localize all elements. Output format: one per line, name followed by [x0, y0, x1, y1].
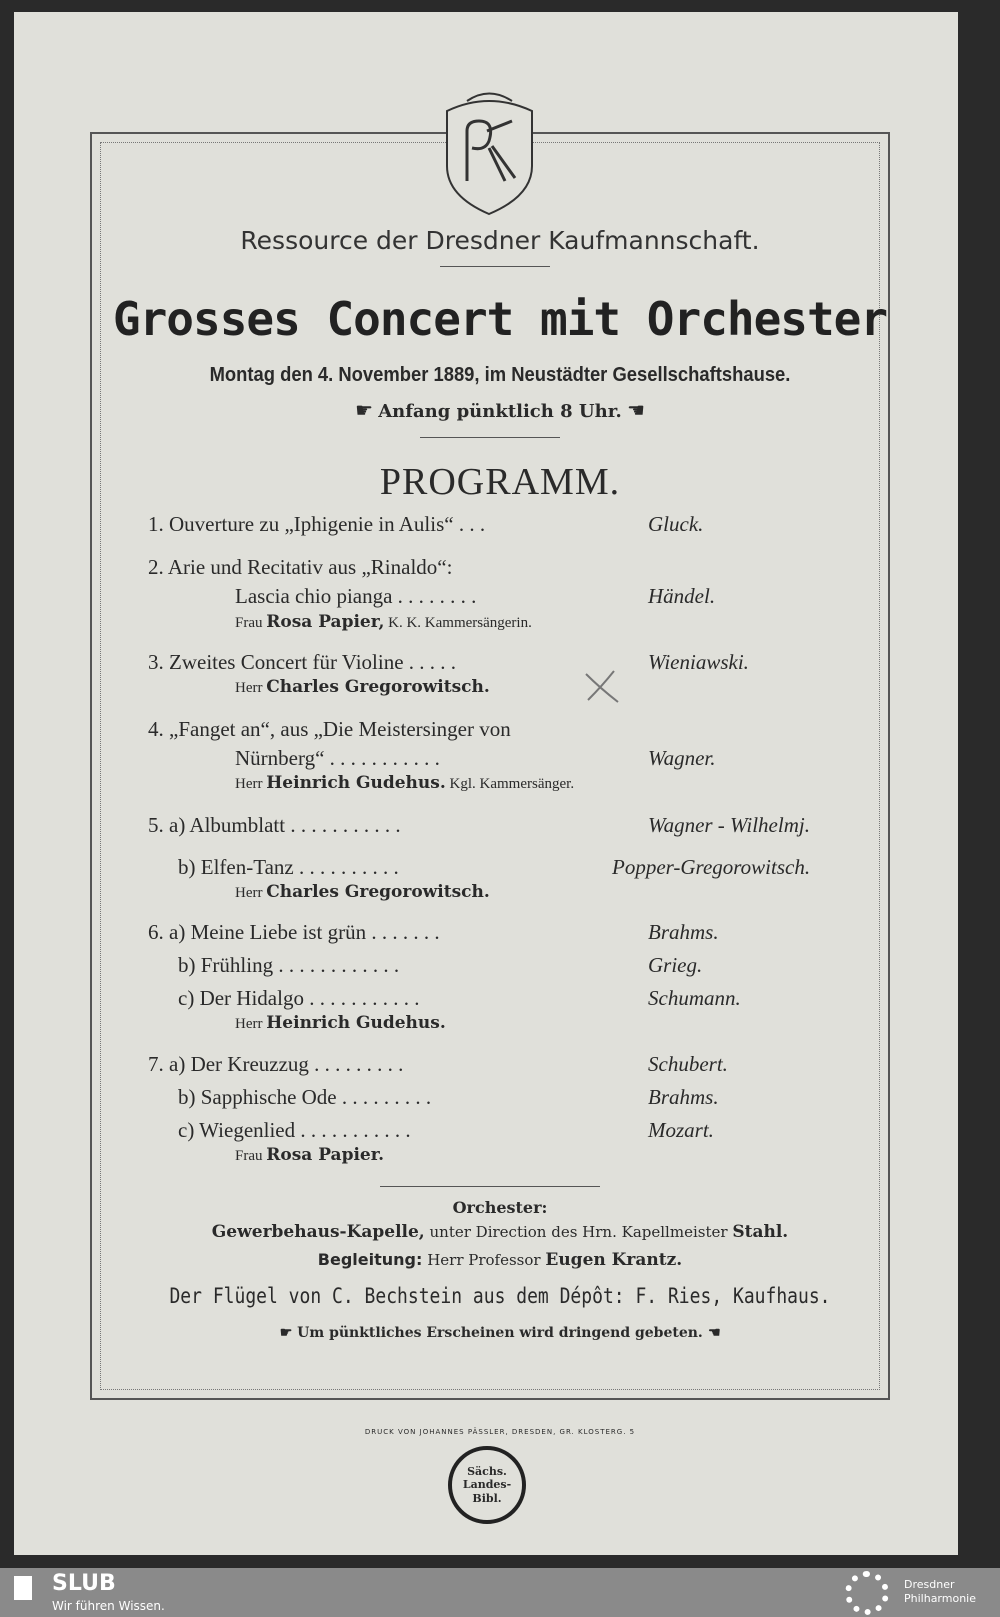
divider	[380, 1186, 600, 1187]
slub-name[interactable]: SLUB	[52, 1571, 116, 1596]
composer: Brahms.	[648, 920, 719, 944]
pointing-hand-icon: ☛	[355, 398, 374, 422]
orchestra-line: Gewerbehaus-Kapelle, unter Direction des Hrn. Kapellmeister Stahl.	[211, 1222, 789, 1242]
society-name: Ressource der Dresdner Kaufmannschaft.	[240, 226, 760, 255]
divider	[420, 437, 560, 438]
request-line: ☛ Um pünktliches Erscheinen wird dringend gebeten. ☛	[279, 1325, 721, 1341]
program-item: Lascia chio pianga . . . . . . . .	[235, 584, 477, 608]
start-time: Anfang pünktlich 8 Uhr.	[378, 401, 622, 422]
date-line: Montag den 4. November 1889, im Neustädter Gesellschaftshause.	[209, 364, 791, 386]
program-item: 3. Zweites Concert für Violine . . . . .	[148, 650, 457, 674]
performer: Herr Heinrich Gudehus.	[235, 1013, 446, 1033]
program-item: b) Sapphische Ode . . . . . . . . .	[178, 1085, 432, 1109]
program-item: b) Frühling . . . . . . . . . . . .	[178, 953, 400, 977]
performer: Herr Charles Gregorowitsch.	[235, 882, 490, 902]
program-item: 5. a) Albumblatt . . . . . . . . . . .	[148, 813, 401, 837]
program-item: 2. Arie und Recitativ aus „Rinaldo“:	[148, 555, 453, 579]
composer: Wagner.	[648, 746, 716, 770]
program-item: 6. a) Meine Liebe ist grün . . . . . . .	[148, 920, 440, 944]
slub-logo-icon	[14, 1576, 32, 1600]
program-item: 1. Ouverture zu „Iphigenie in Aulis“ . . .	[148, 512, 486, 536]
pointing-hand-icon: ☛	[279, 1325, 293, 1341]
pointing-hand-icon: ☛	[707, 1325, 721, 1341]
composer: Gluck.	[648, 512, 704, 536]
performer: Frau Rosa Papier.	[235, 1145, 385, 1165]
philharmonie-logo-icon	[845, 1571, 889, 1615]
start-line	[0, 398, 1000, 422]
crest-logo	[437, 86, 542, 216]
performer: Herr Charles Gregorowitsch.	[235, 677, 490, 697]
library-stamp: Sächs. Landes-Bibl.	[448, 1446, 526, 1524]
composer: Händel.	[648, 584, 716, 608]
concert-title: Grosses Concert mit Orchester	[112, 292, 888, 346]
handwritten-cross-mark	[582, 668, 622, 706]
program-item: Nürnberg“ . . . . . . . . . . .	[235, 746, 440, 770]
composer: Schubert.	[648, 1052, 728, 1076]
composer: Mozart.	[648, 1118, 714, 1142]
orchestra-heading: Orchester:	[452, 1198, 548, 1217]
composer: Wagner - Wilhelmj.	[648, 813, 810, 837]
piano-note: Der Flügel von C. Bechstein aus dem Dépôt: F. Ries, Kaufhaus.	[169, 1283, 831, 1310]
composer: Wieniawski.	[648, 650, 749, 674]
performer: Frau Rosa Papier, K. K. Kammersängerin.	[235, 612, 532, 632]
program-item: 4. „Fanget an“, aus „Die Meistersinger von	[148, 717, 511, 741]
composer: Brahms.	[648, 1085, 719, 1109]
program-item: c) Wiegenlied . . . . . . . . . . .	[178, 1118, 411, 1142]
accompaniment-line: Begleitung: Herr Professor Eugen Krantz.	[317, 1250, 683, 1270]
composer: Popper-Gregorowitsch.	[612, 855, 811, 879]
programm-heading: PROGRAMM.	[379, 461, 621, 503]
divider	[440, 266, 550, 267]
program-item: c) Der Hidalgo . . . . . . . . . . .	[178, 986, 420, 1010]
performer: Herr Heinrich Gudehus. Kgl. Kammersänger.	[235, 773, 575, 793]
philharmonie-name[interactable]: Dresdner Philharmonie	[904, 1578, 976, 1606]
program-item: 7. a) Der Kreuzzug . . . . . . . . .	[148, 1052, 404, 1076]
footer-bar	[0, 1568, 1000, 1617]
pointing-hand-icon: ☛	[626, 398, 645, 422]
composer: Schumann.	[648, 986, 741, 1010]
slub-slogan: Wir führen Wissen.	[52, 1599, 165, 1613]
program-item: b) Elfen-Tanz . . . . . . . . . .	[178, 855, 399, 879]
printer-imprint: DRUCK VON JOHANNES PÄSSLER, DRESDEN, GR. KLOSTERG. 5	[364, 1428, 636, 1436]
composer: Grieg.	[648, 953, 703, 977]
